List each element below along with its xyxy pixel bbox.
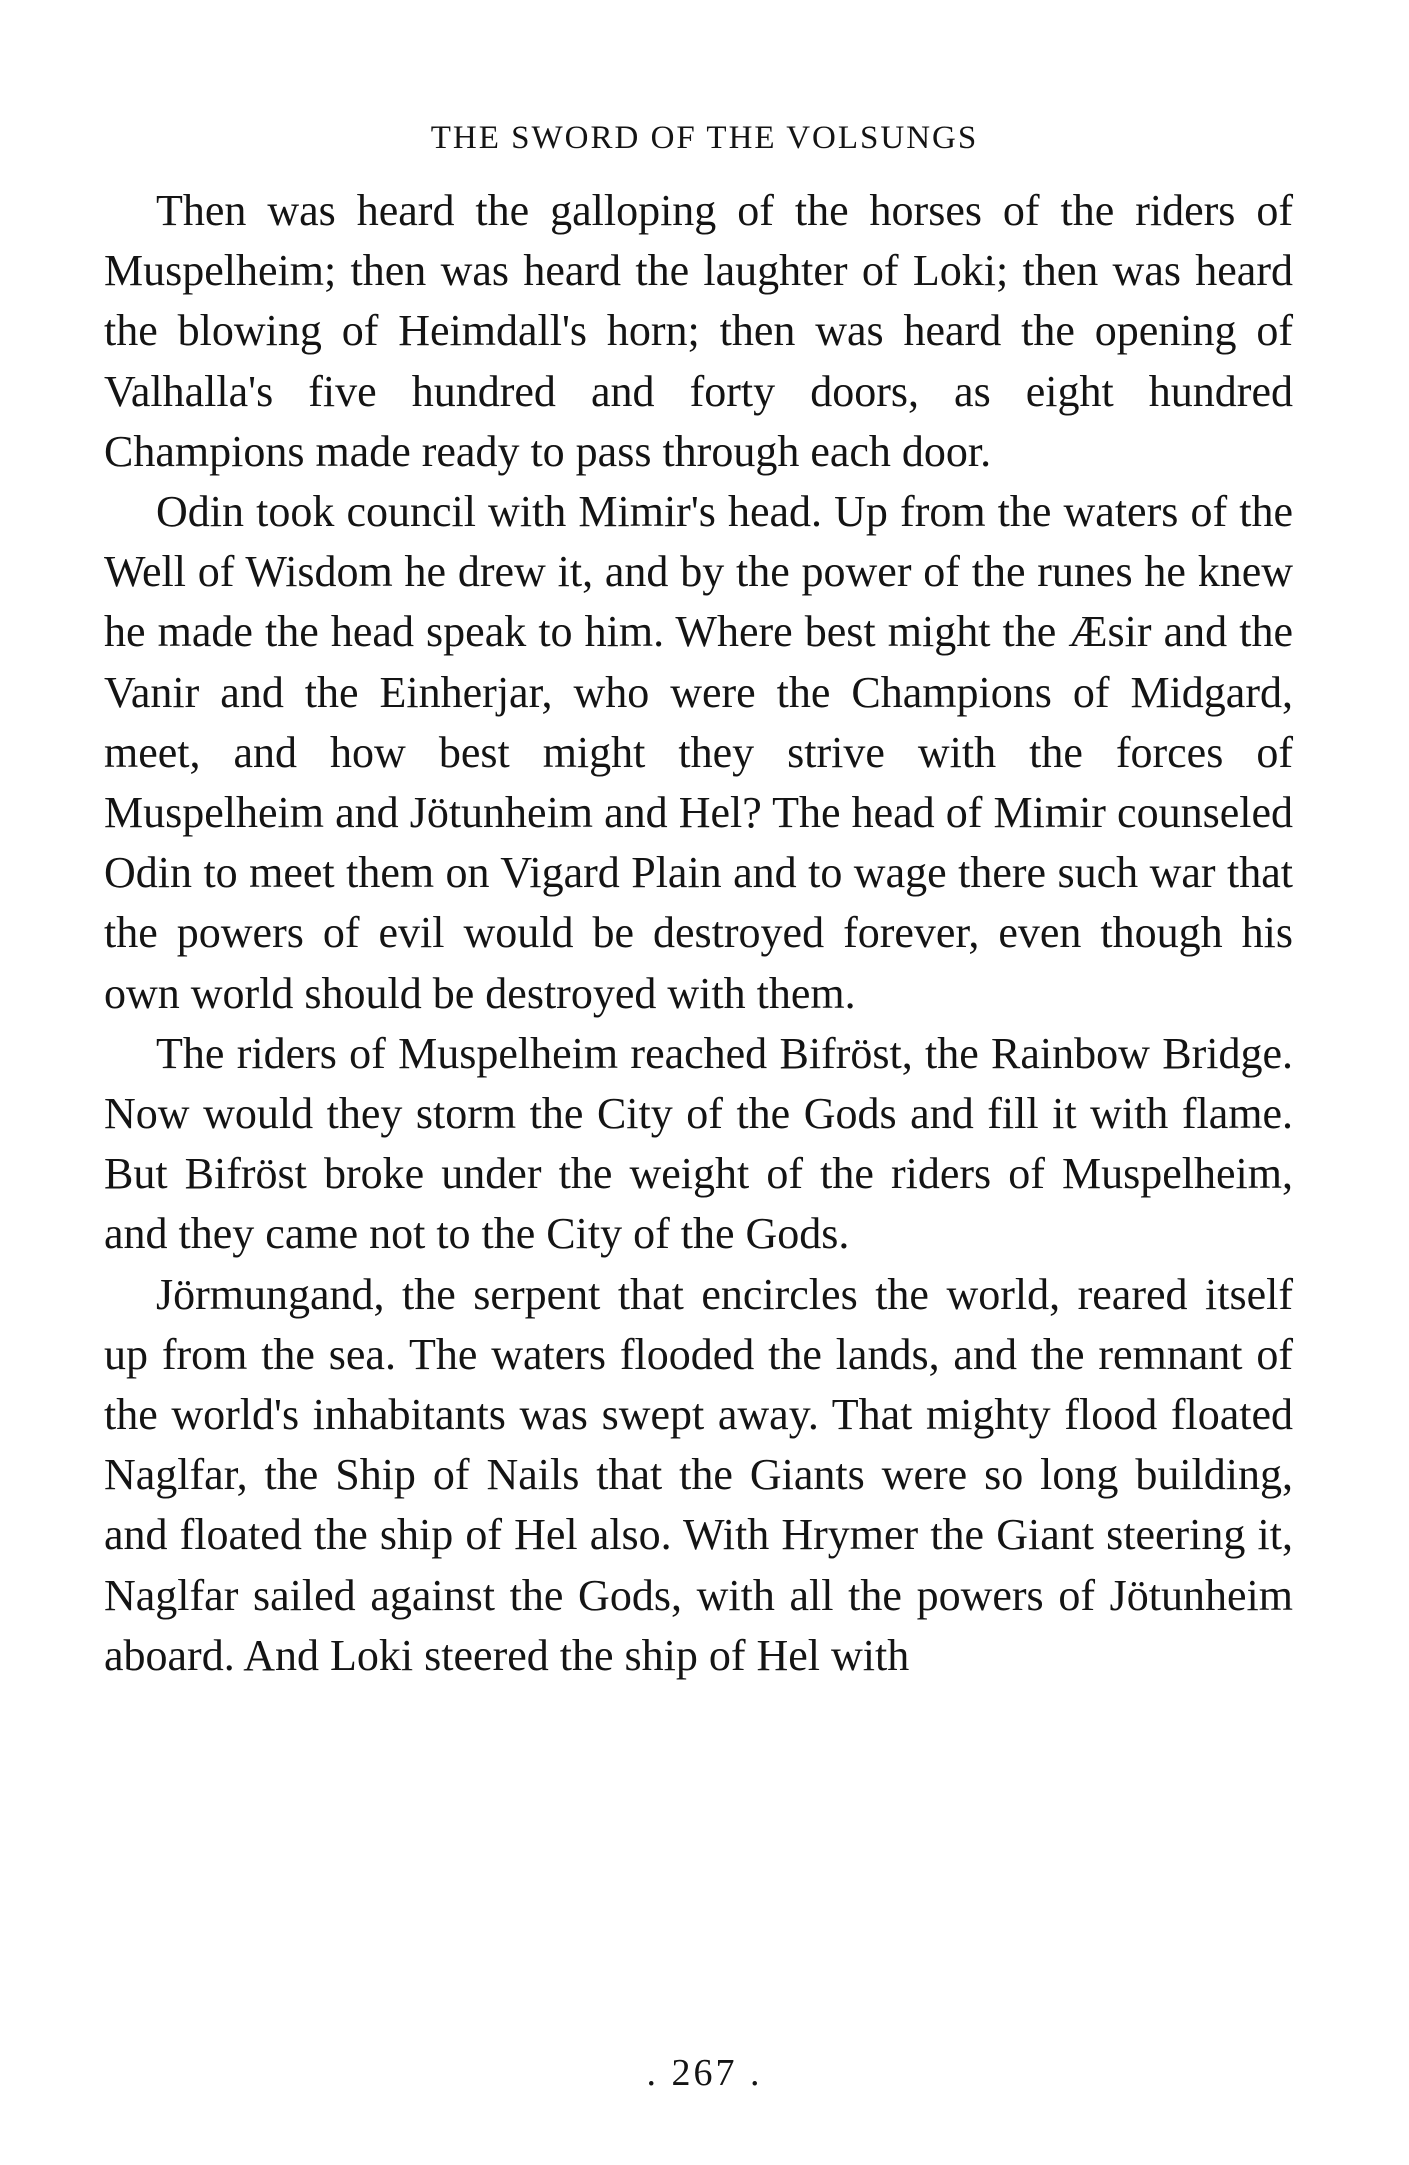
body-text bbox=[104, 181, 1293, 1686]
paragraph: The riders of Muspelheim reached Bifröst, the Rainbow Bridge. Now would they storm the City of the Gods and fill it with flame. But Bifröst broke under the weight of the riders of Muspelheim, and they came not to the City of the Gods. bbox=[104, 1028, 1293, 1259]
paragraph: Jörmungand, the serpent that encircles the world, reared itself up from the sea. The waters flooded the lands, and the remnant of the world's inhabitants was swept away. That mighty flood floated Naglfar, the Ship of Nails that the Giants were so long building, and floated the ship of Hel also. With Hrymer the Giant steering it, Naglfar sailed against the Gods, with all the powers of Jötunheim aboard. And Loki steered the ship of Hel with bbox=[104, 1269, 1293, 1680]
page-number: . 267 . bbox=[646, 2052, 763, 2094]
running-head: THE SWORD OF THE VOLSUNGS bbox=[430, 120, 979, 156]
paragraph: Then was heard the galloping of the horses of the riders of Muspelheim; then was heard the laughter of Loki; then was heard the blowing of Heimdall's horn; then was heard the opening of Valhalla's five hundred and forty doors, as eight hundred Champions made ready to pass through each door. bbox=[104, 186, 1293, 476]
paragraph: Odin took council with Mimir's head. Up from the waters of the Well of Wisdom he drew it, and by the power of the runes he knew he made the head speak to him. Where best might the Æsir and the Vanir and the Einherjar, who were the Champions of Midgard, meet, and how best might they strive with the forces of Muspelheim and Jötunheim and Hel? The head of Mimir counseled Odin to meet them on Vigard Plain and to wage there such war that the powers of evil would be destroyed forever, even though his own world should be destroyed with them. bbox=[104, 487, 1293, 1018]
